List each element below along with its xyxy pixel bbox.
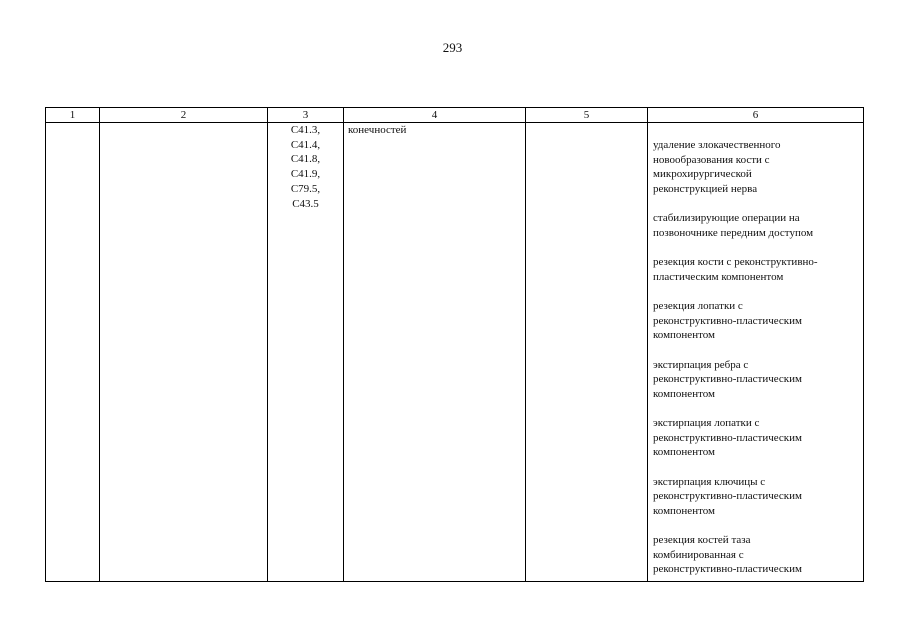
procedure-line: экстирпация ключицы с — [653, 475, 766, 488]
column-header-3: 3 — [268, 108, 344, 123]
procedure-item — [653, 416, 863, 460]
column-header-4: 4 — [344, 108, 526, 123]
procedure-line: микрохирургической — [653, 168, 752, 180]
procedure-line: резекция костей таза — [653, 534, 751, 546]
procedure-item — [653, 211, 863, 240]
procedure-item — [653, 533, 863, 577]
procedure-line: резекция кости с реконструктивно- — [653, 256, 818, 268]
procedure-line: новообразования кости с — [653, 153, 770, 166]
diagnosis-code: C43.5 — [292, 197, 319, 210]
diagnosis-code: C79.5, — [290, 182, 321, 195]
diagnosis-code: C41.3, — [290, 124, 321, 136]
medical-care-table — [45, 107, 864, 582]
procedure-item — [653, 138, 863, 196]
procedure-item — [653, 475, 863, 519]
cell-col-2 — [100, 123, 268, 582]
procedure-line: комбинированная с — [653, 548, 744, 561]
procedure-line: компонентом — [653, 329, 715, 341]
procedure-line: реконструктивно-пластическим — [653, 490, 802, 502]
patient-model-cell — [344, 123, 526, 582]
treatment-methods-cell — [648, 123, 864, 582]
procedure-item — [653, 255, 863, 284]
column-header-6: 6 — [648, 108, 864, 123]
procedure-line: резекция лопатки с — [653, 300, 743, 312]
procedure-line: реконструктивно-пластическим — [653, 373, 802, 385]
table-row — [46, 123, 864, 582]
procedure-line: реконструктивно-пластическим — [653, 431, 802, 444]
procedure-line: реконструктивно-пластическим — [653, 314, 802, 327]
procedure-line: экстирпация ребра с — [653, 358, 749, 371]
procedure-line: реконструкцией нерва — [653, 182, 758, 195]
diagnosis-code: C41.8, — [290, 153, 321, 166]
procedure-item — [653, 358, 863, 402]
column-header-5: 5 — [526, 108, 648, 123]
procedure-line: компонентом — [653, 446, 715, 458]
procedure-line: удаление злокачественного — [653, 139, 781, 151]
patient-model-text: конечностей — [348, 124, 407, 136]
cell-col-5 — [526, 123, 648, 582]
page-number: 293 — [442, 40, 463, 55]
procedure-line: позвоночнике передним доступом — [653, 226, 814, 239]
column-header-1: 1 — [46, 108, 100, 123]
procedure-line: реконструктивно-пластическим — [653, 563, 802, 575]
header-row — [46, 108, 864, 123]
procedure-line: компонентом — [653, 387, 715, 400]
procedure-item — [653, 299, 863, 343]
cell-col-1 — [46, 123, 100, 582]
diagnosis-code: C41.4, — [290, 138, 321, 151]
procedure-line: экстирпация лопатки с — [653, 417, 760, 429]
diagnosis-codes-cell — [268, 123, 344, 582]
procedure-line: пластическим компонентом — [653, 270, 784, 283]
procedure-line: компонентом — [653, 504, 715, 517]
column-header-2: 2 — [100, 108, 268, 123]
diagnosis-code: C41.9, — [290, 168, 321, 181]
procedure-line: стабилизирующие операции на — [653, 212, 800, 224]
